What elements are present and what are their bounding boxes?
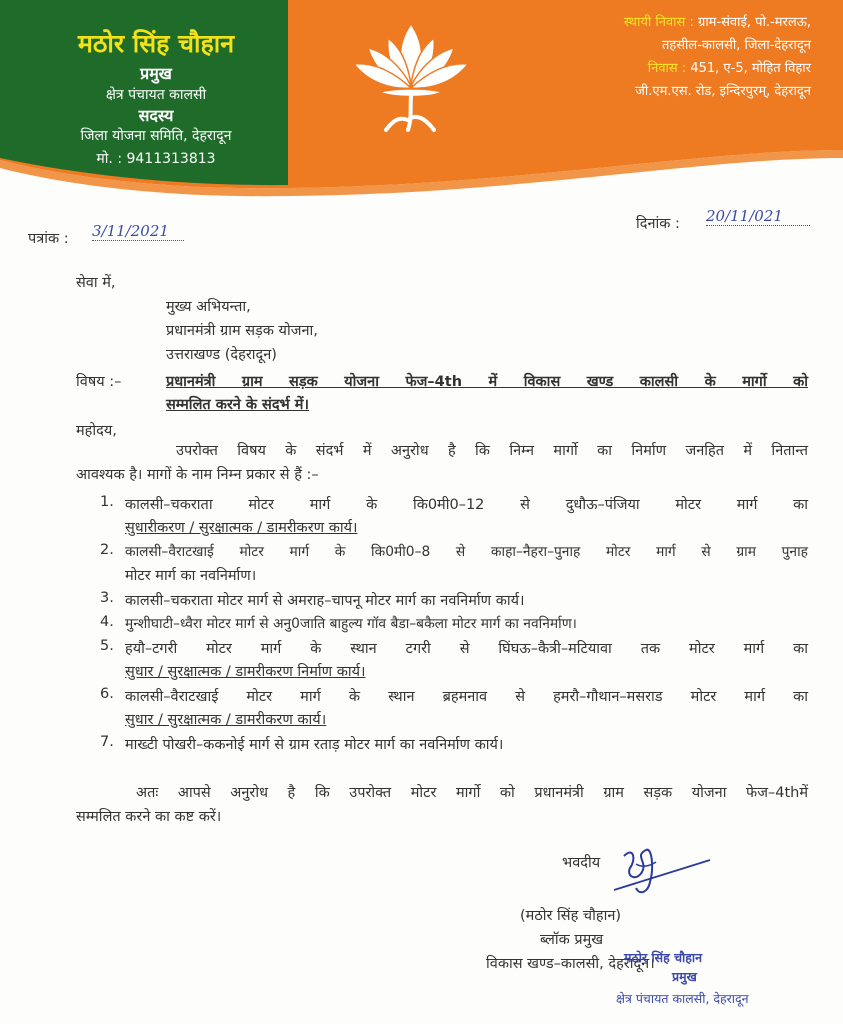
item-3-line1: कालसी–चकराता मोटर मार्ग से अमराह–चापनू मोटर मार्ग का नवनिर्माण कार्य।	[125, 593, 525, 609]
closing-line1: अतः आपसे अनुरोध है कि उपरोक्त मोटर मार्गो को प्रधानमंत्री ग्राम सड़क योजना फेज–4thमें	[136, 785, 808, 801]
item-2-number: 2.	[100, 542, 114, 558]
item-4-number: 4.	[100, 614, 114, 630]
permanent-address-line2: तहसील-कालसी, जिला-देहरादून	[661, 38, 811, 53]
stamp-organization: क्षेत्र पंचायत कालसी, देहरादून	[616, 991, 749, 1006]
item-4-line1: मुन्शीघाटी–ध्वैरा मोटर मार्ग से अनु0जाति बाहुल्य गॉव बैडा–बकैला मोटर मार्ग का नवनिर्माण।	[125, 616, 577, 632]
item-1-number: 1.	[100, 494, 114, 510]
subject-label: विषय :–	[76, 374, 122, 390]
residence-address-line2: जी.एम.एस. रोड, इन्दिरपुरम्, देहरादून	[635, 84, 811, 99]
item-3-number: 3.	[100, 590, 114, 606]
stamp-title: प्रमुख	[672, 969, 697, 984]
item-1-line2: सुधारीकरण / सुरक्षात्मक / डामरीकरण कार्य।	[125, 520, 358, 536]
item-5-line1: हयौ–टगरी मोटर मार्ग के स्थान टगरी से घिंघऊ–कैत्री–मटियावा तक मोटर मार्ग का	[125, 641, 808, 657]
residence-address-label: निवास :	[647, 61, 687, 76]
addressee-designation: मुख्य अभियन्ता,	[166, 299, 251, 315]
subject-line1: प्रधानमंत्री ग्राम सड़क योजना फेज–4th में विकास खण्ड कालसी के मार्गो को	[166, 374, 808, 390]
item-5-line2: सुधार / सुरक्षात्मक / डामरीकरण निर्माण कार्य।	[125, 664, 366, 680]
date-value: 20/11/021	[706, 207, 810, 226]
signatory-name: (मठोर सिंह चौहान)	[520, 908, 622, 924]
intro-line1: उपरोक्त विषय के संदर्भ में अनुरोध है कि निम्न मार्गो का निर्माण जनहित में नितान्त	[176, 443, 808, 459]
item-6-line2: सुधार / सुरक्षात्मक / डामरीकरण कार्य।	[125, 712, 327, 728]
lotus-icon	[350, 18, 472, 136]
leader-name: मठोर सिंह चौहान	[77, 29, 235, 58]
item-2-line2: मोटर मार्ग का नवनिर्माण।	[125, 568, 257, 584]
date-label: दिनांक :	[636, 216, 680, 232]
subject-line2: सम्मलित करने के संदर्भ में।	[166, 397, 309, 413]
salutation: महोदय,	[76, 423, 117, 439]
permanent-address-line1: स्थायी निवास : ग्राम-संवाई, पो.-मरलऊ,	[623, 15, 811, 30]
item-7-number: 7.	[100, 734, 114, 750]
addressee-department: प्रधानमंत्री ग्राम सड़क योजना,	[166, 323, 318, 339]
title-sadasya: सदस्य	[138, 106, 174, 125]
title-pramukh: प्रमुख	[140, 64, 172, 83]
stamp-name: मठोर सिंह चौहान	[624, 950, 703, 965]
letterhead	[0, 0, 843, 200]
item-5-number: 5.	[100, 638, 114, 654]
mobile-number: मो. : 9411313813	[96, 151, 216, 167]
reference-label: पत्रांक :	[28, 231, 69, 247]
item-1-line1: कालसी–चकराता मोटर मार्ग के कि0मी0–12 से दुधौऊ–पंजिया मोटर मार्ग का	[125, 497, 808, 513]
signatory-title: ब्लॉक प्रमुख	[540, 932, 604, 948]
org-zila-yojana: जिला योजना समिति, देहरादून	[80, 128, 232, 144]
permanent-address-label: स्थायी निवास :	[623, 15, 694, 30]
regards: भवदीय	[562, 855, 601, 871]
intro-line2: आवश्यक है। मागों के नाम निम्न प्रकार से हैं :–	[76, 467, 319, 483]
signatory-block: विकास खण्ड–कालसी, देहरादून।	[486, 956, 655, 972]
addressee-location: उत्तराखण्ड (देहरादून)	[166, 347, 277, 363]
addressee-seva-mein: सेवा में,	[76, 275, 116, 291]
item-2-line1: कालसी–वैराटखाई मोटर मार्ग के कि0मी0–8 से काहा–नैहरा–पुनाह मोटर मार्ग से ग्राम पुनाह	[125, 544, 808, 560]
org-kshetra-panchayat: क्षेत्र पंचायत कालसी	[105, 87, 207, 103]
signature-mark	[606, 838, 716, 904]
item-7-line1: माख्टी पोखरी–ककनोई मार्ग से ग्राम रताड़ मोटर मार्ग का नवनिर्माण कार्य।	[125, 737, 504, 753]
item-6-number: 6.	[100, 686, 114, 702]
item-6-line1: कालसी–वैराटखाई मोटर मार्ग के स्थान ब्रहमनाव से हमरौ–गौथान–मसराड मोटर मार्ग का	[125, 689, 808, 705]
residence-address-line1: निवास : 451, ए-5, मोहित विहार	[647, 61, 811, 76]
closing-line2: सम्मलित करने का कष्ट करें।	[76, 809, 222, 825]
reference-number: 3/11/2021	[92, 222, 184, 241]
